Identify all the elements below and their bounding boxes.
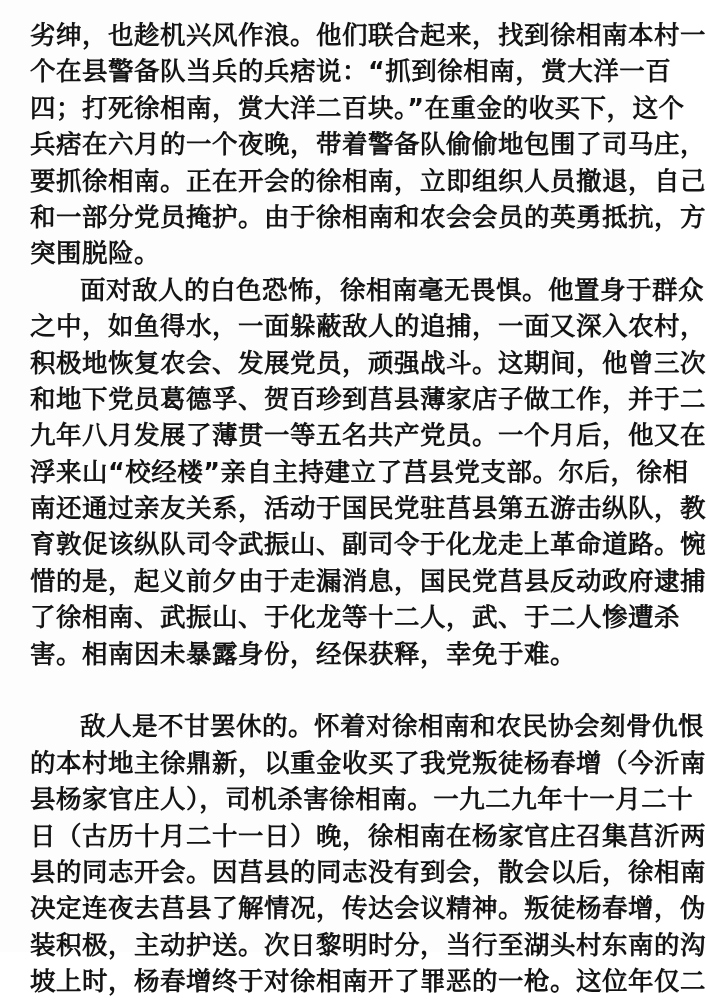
text-line: 的本村地主徐鼎新，以重金收买了我党叛徒杨春增（今沂南: [30, 748, 706, 779]
text-line: 敌人是不甘罢休的。怀着对徐相南和农民协会刻骨仇恨: [80, 712, 705, 743]
text-line: 积极地恢复农会、发展党员，顽强战斗。这期间，他曾三次: [30, 348, 706, 379]
text-line: 浮来山“校经楼”亲自主持建立了莒县党支部。尔后，徐相: [30, 457, 689, 488]
text-line: 劣绅，也趁机兴风作浪。他们联合起来，找到徐相南本村一: [30, 21, 706, 51]
text-line: 兵痞在六月的一个夜晚，带着警备队偷偷地包围了司马庄，: [30, 130, 706, 161]
paragraph-1: [30, 18, 706, 273]
text-line: 九年八月发展了薄贯一等五名共产党员。一个月后，他又在: [30, 421, 706, 452]
paragraph-3: [30, 709, 706, 1000]
text-line: 育敦促该纵队司令武振山、副司令于化龙走上革命道路。惋: [30, 530, 706, 561]
text-line: 和地下党员葛德孚、贺百珍到莒县薄家店子做工作，并于二: [30, 384, 706, 415]
text-line: 县的同志开会。因莒县的同志没有到会，散会以后，徐相南: [30, 857, 706, 888]
text-line: 惜的是，起义前夕由于走漏消息，国民党莒县反动政府逮捕: [30, 566, 706, 597]
text-line: 和一部分党员掩护。由于徐相南和农会会员的英勇抵抗，方: [30, 202, 706, 233]
text-line: 害。相南因未暴露身份，经保获释，幸免于难。: [30, 639, 577, 670]
text-line: 日（古历十月二十一日）晚，徐相南在杨家官庄召集莒沂两: [30, 821, 706, 852]
text-line: 了徐相南、武振山、于化龙等十二人，武、于二人惨遭杀: [30, 603, 681, 634]
text-line: [30, 673, 618, 709]
text-line: 面对敌人的白色恐怖，徐相南毫无畏惧。他置身于群众: [80, 275, 705, 306]
text-line: 装积极，主动护送。次日黎明时分，当行至湖头村东南的沟: [30, 930, 706, 961]
text-line: 坡上时，杨春增终于对徐相南开了罪恶的一枪。这位年仅二: [30, 967, 706, 998]
text-line: 之中，如鱼得水，一面躲蔽敌人的追捕，一面又深入农村，: [30, 312, 706, 343]
text-line: 突围脱险。: [30, 239, 161, 270]
text-line: 县杨家官庄人），司机杀害徐相南。一九二九年十一月二十: [30, 785, 694, 816]
text-line: 要抓徐相南。正在开会的徐相南，立即组织人员撤退，自己: [30, 166, 706, 197]
paragraph-2: [30, 273, 706, 710]
text-line: 个在县警备队当兵的兵痞说：“抓到徐相南，赏大洋一百: [30, 57, 672, 88]
text-line: 四；打死徐相南，赏大洋二百块。”在重金的收买下，这个: [30, 93, 685, 124]
text-line: 南还通过亲友关系，活动于国民党驻莒县第五游击纵队，教: [30, 494, 706, 525]
text-line: 决定连夜去莒县了解情况，传达会议精神。叛徒杨春增，伪: [30, 894, 706, 925]
